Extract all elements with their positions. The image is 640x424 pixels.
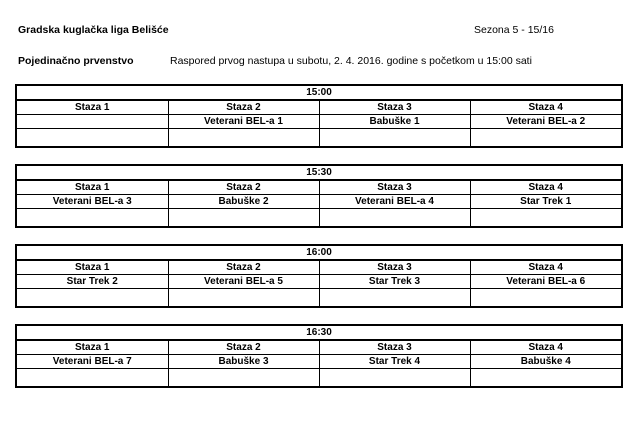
lane-header: Staza 1 xyxy=(17,260,168,275)
player-cell: Babuške 3 xyxy=(168,355,319,369)
time-row xyxy=(17,86,621,100)
schedule-block xyxy=(15,244,623,308)
players-row xyxy=(17,195,621,209)
empty-cell xyxy=(319,129,470,147)
time-row xyxy=(17,246,621,260)
competition-title: Pojedinačno prvenstvo xyxy=(18,55,134,67)
lane-header: Staza 2 xyxy=(168,100,319,115)
schedule-table xyxy=(17,326,621,386)
empty-cell xyxy=(17,209,168,227)
empty-row xyxy=(17,289,621,307)
empty-row xyxy=(17,209,621,227)
empty-cell xyxy=(470,209,621,227)
schedule-block xyxy=(15,324,623,388)
lane-header: Staza 2 xyxy=(168,340,319,355)
lane-header: Staza 4 xyxy=(470,180,621,195)
schedule-block xyxy=(15,164,623,228)
schedule-table xyxy=(17,166,621,226)
lane-header: Staza 3 xyxy=(319,180,470,195)
time-row xyxy=(17,326,621,340)
lane-header: Staza 3 xyxy=(319,340,470,355)
empty-cell xyxy=(168,369,319,387)
empty-cell xyxy=(17,129,168,147)
player-cell: Star Trek 2 xyxy=(17,275,168,289)
empty-cell xyxy=(168,129,319,147)
time-row xyxy=(17,166,621,180)
player-cell: Veterani BEL-a 6 xyxy=(470,275,621,289)
empty-cell xyxy=(319,209,470,227)
empty-cell xyxy=(17,369,168,387)
player-cell: Babuške 4 xyxy=(470,355,621,369)
empty-cell xyxy=(17,289,168,307)
players-row xyxy=(17,275,621,289)
player-cell: Star Trek 1 xyxy=(470,195,621,209)
lane-header: Staza 4 xyxy=(470,100,621,115)
empty-cell xyxy=(470,289,621,307)
player-cell: Veterani BEL-a 2 xyxy=(470,115,621,129)
empty-cell xyxy=(168,289,319,307)
player-cell: Babuške 2 xyxy=(168,195,319,209)
league-title: Gradska kuglačka liga Belišće xyxy=(18,24,169,36)
player-cell: Star Trek 3 xyxy=(319,275,470,289)
lane-header: Staza 2 xyxy=(168,260,319,275)
player-cell: Veterani BEL-a 3 xyxy=(17,195,168,209)
lane-header: Staza 2 xyxy=(168,180,319,195)
players-row xyxy=(17,115,621,129)
lane-header: Staza 4 xyxy=(470,340,621,355)
empty-cell xyxy=(168,209,319,227)
lane-header: Staza 1 xyxy=(17,180,168,195)
player-cell: Star Trek 4 xyxy=(319,355,470,369)
empty-row xyxy=(17,129,621,147)
player-cell: Veterani BEL-a 5 xyxy=(168,275,319,289)
season-label: Sezona 5 - 15/16 xyxy=(474,24,554,36)
time-slot: 16:30 xyxy=(17,326,621,340)
lane-header: Staza 3 xyxy=(319,100,470,115)
player-cell: Veterani BEL-a 7 xyxy=(17,355,168,369)
time-slot: 15:30 xyxy=(17,166,621,180)
empty-cell xyxy=(470,369,621,387)
lanes-row xyxy=(17,180,621,195)
empty-cell xyxy=(470,129,621,147)
empty-cell xyxy=(319,289,470,307)
lane-header: Staza 4 xyxy=(470,260,621,275)
empty-cell xyxy=(319,369,470,387)
schedule-table xyxy=(17,246,621,306)
lane-header: Staza 1 xyxy=(17,340,168,355)
player-cell: Veterani BEL-a 4 xyxy=(319,195,470,209)
player-cell: Veterani BEL-a 1 xyxy=(168,115,319,129)
lanes-row xyxy=(17,340,621,355)
time-slot: 15:00 xyxy=(17,86,621,100)
lanes-row xyxy=(17,100,621,115)
lane-header: Staza 1 xyxy=(17,100,168,115)
lanes-row xyxy=(17,260,621,275)
lane-header: Staza 3 xyxy=(319,260,470,275)
empty-row xyxy=(17,369,621,387)
player-cell: Babuške 1 xyxy=(319,115,470,129)
players-row xyxy=(17,355,621,369)
schedule-note: Raspored prvog nastupa u subotu, 2. 4. 2016. godine s početkom u 15:00 sati xyxy=(170,55,532,67)
schedule-table xyxy=(17,86,621,146)
schedule-block xyxy=(15,84,623,148)
time-slot: 16:00 xyxy=(17,246,621,260)
player-cell xyxy=(17,115,168,129)
